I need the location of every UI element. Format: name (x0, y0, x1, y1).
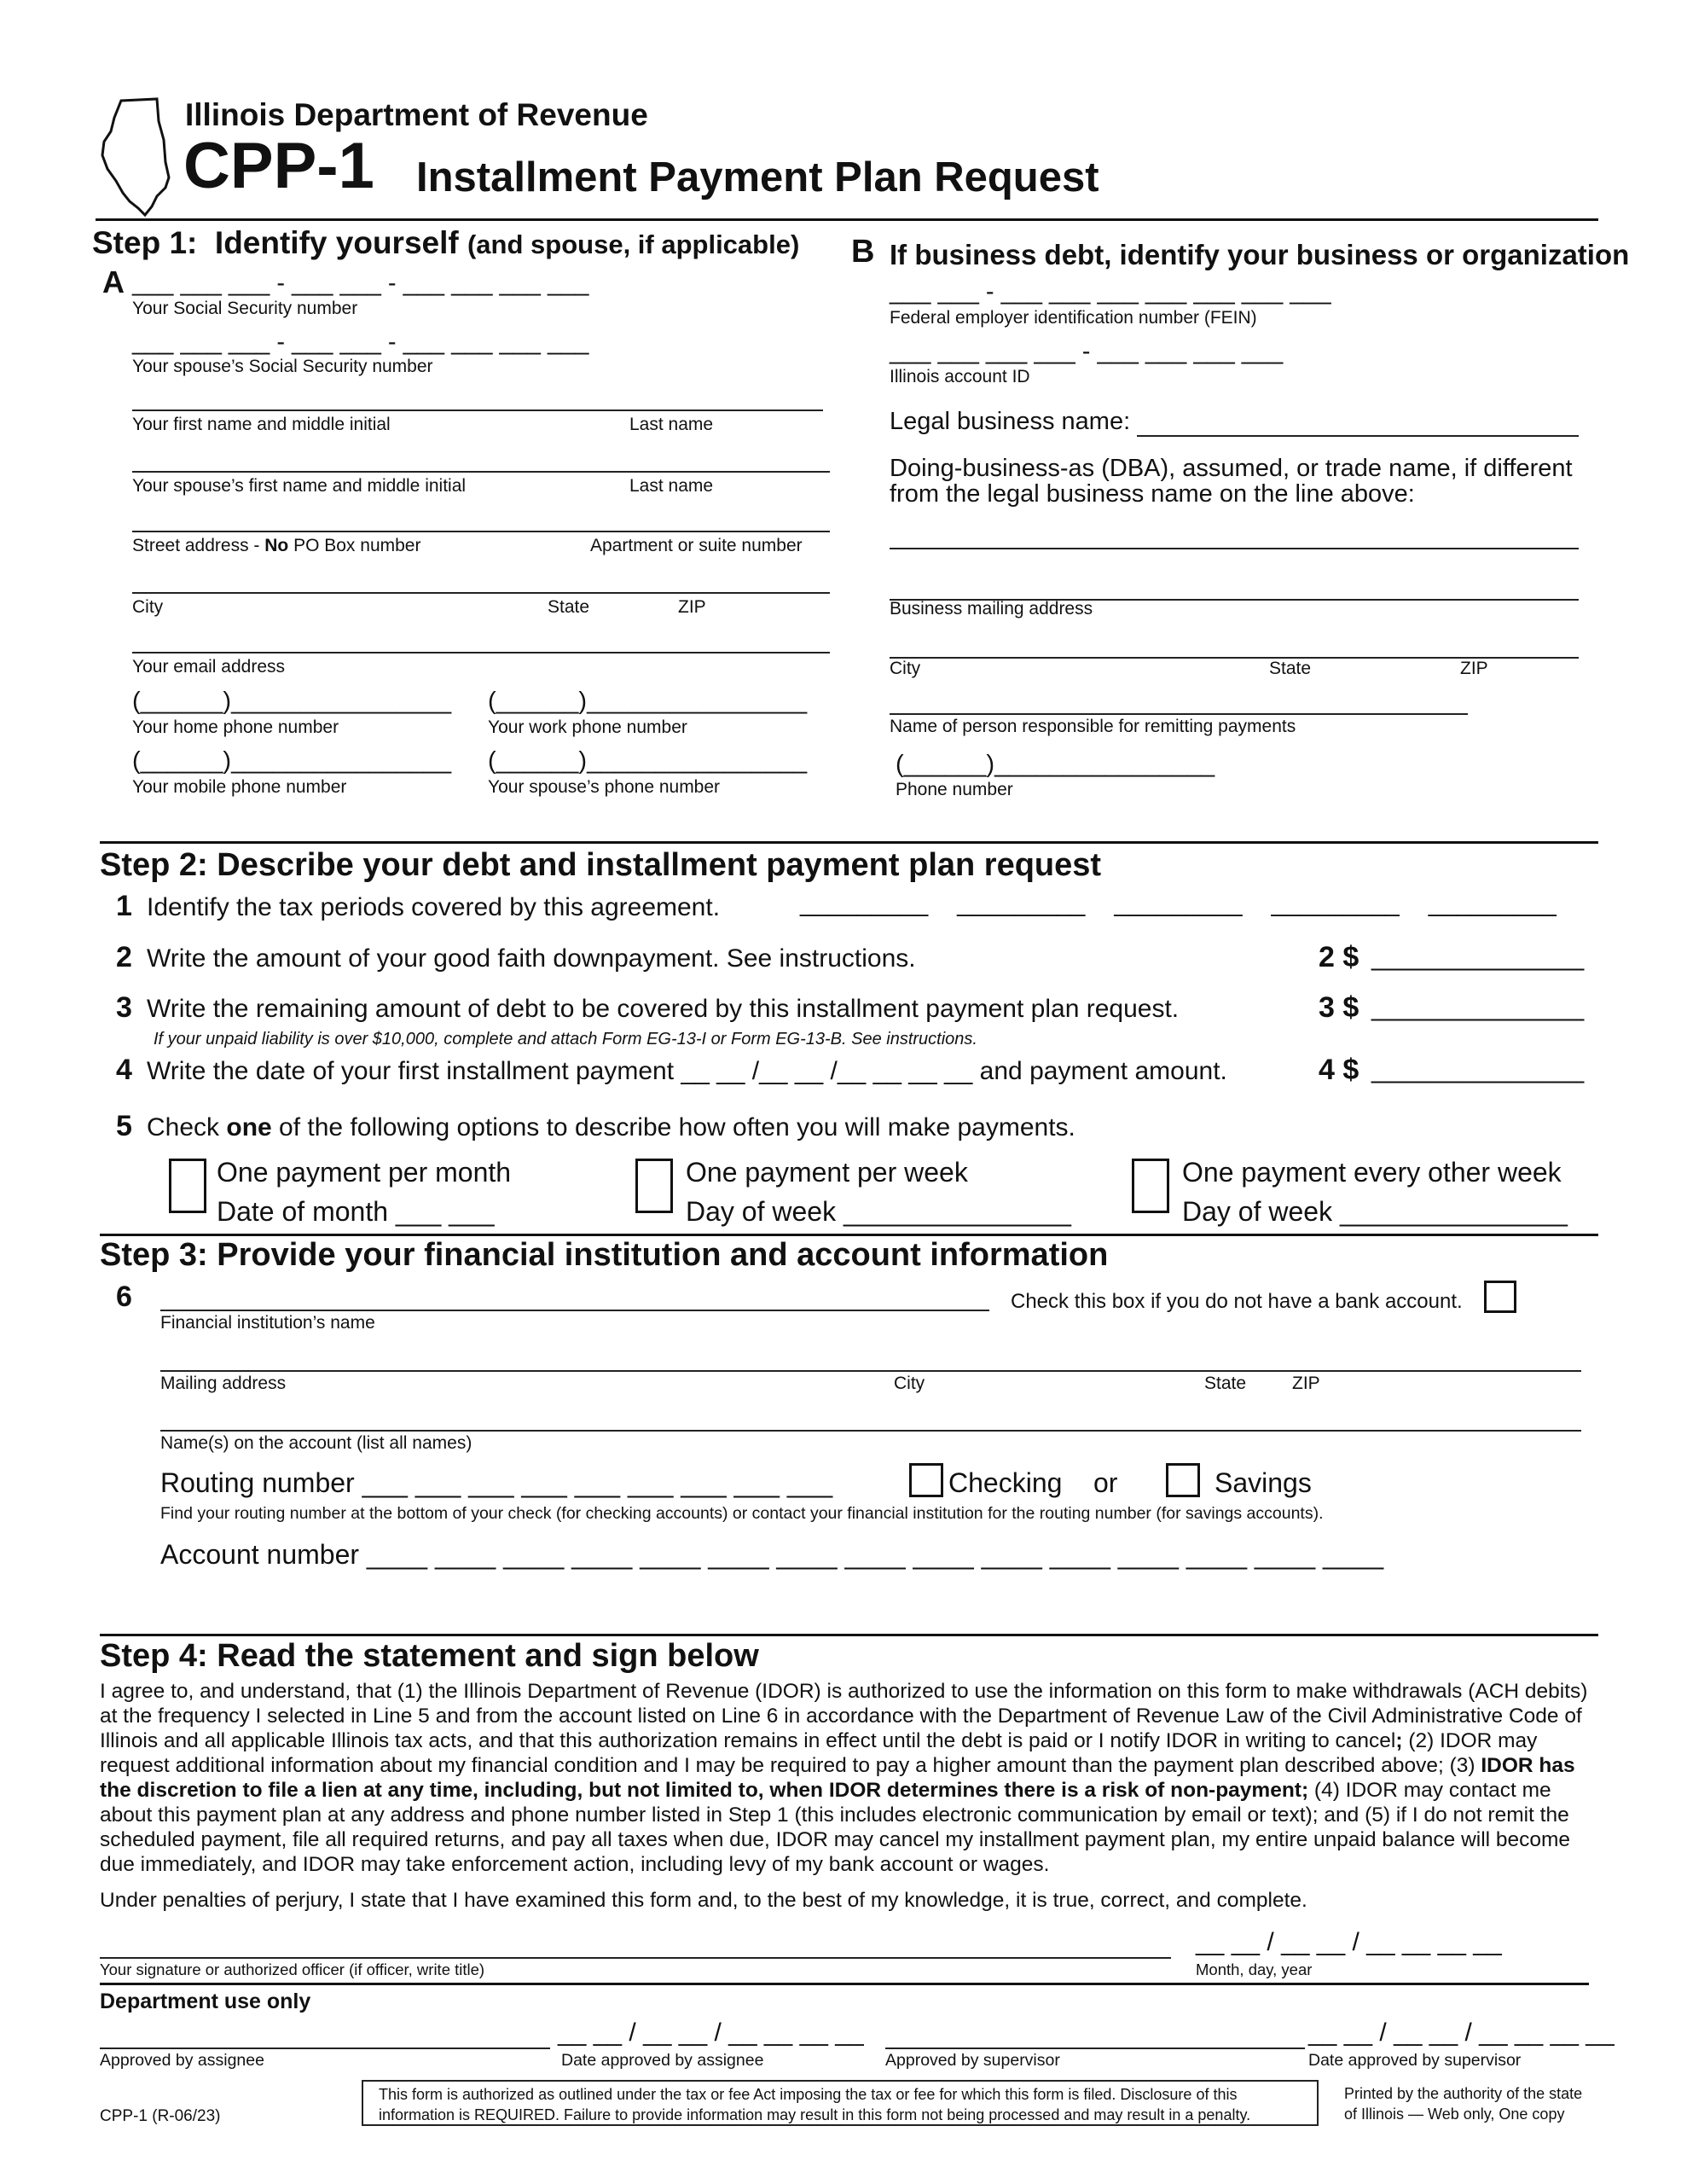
line2-reference: 2 $ (1319, 941, 1359, 973)
checking-label: Checking (948, 1467, 1063, 1498)
legal-business-name-input[interactable] (1137, 435, 1579, 437)
remaining-debt-amount-input[interactable]: ______________ (1371, 990, 1585, 1021)
account-names-label: Name(s) on the account (list all names) (160, 1433, 472, 1453)
biweekly-option-label: One payment every other week Day of week _______________ (1182, 1157, 1568, 1227)
weekly-option-label: One payment per week Day of week _______________ (686, 1157, 1071, 1227)
illinois-account-id-input[interactable]: ___ ___ ___ ___ - ___ ___ ___ ___ (890, 338, 1284, 365)
bank-zip-label: ZIP (1292, 1374, 1320, 1393)
disclosure-box: This form is authorized as outlined under the tax or fee Act imposing the tax or fee for which this form is filed. Disclosure of this information is REQUIRED. Failure to provide information may result in this form not being processed and may result in a penalty. (362, 2080, 1319, 2126)
line5-text: Check one of the following options to describe how often you will make payments. (147, 1113, 1075, 1141)
monthly-option-label: One payment per month Date of month ___ ___ (217, 1157, 512, 1227)
signature-date-input[interactable]: __ __ / __ __ / __ __ __ __ (1196, 1928, 1502, 1956)
line6-number: 6 (116, 1281, 132, 1313)
date-approved-by-supervisor-label: Date approved by supervisor (1308, 2051, 1522, 2070)
tax-period-input[interactable]: _________ (1114, 889, 1243, 917)
part-b-letter: B (851, 234, 875, 270)
routing-number-input[interactable]: Routing number ___ ___ ___ ___ ___ ___ ___ ___ ___ (160, 1467, 833, 1498)
perjury-statement: Under penalties of perjury, I state that I have examined this form and, to the best of my knowledge, it is true, correct, and complete. (100, 1889, 1307, 1912)
line1-number: 1 (116, 890, 132, 922)
illinois-account-id-label: Illinois account ID (890, 367, 1030, 386)
form-title: Installment Payment Plan Request (416, 154, 1099, 200)
dba-input[interactable] (890, 548, 1579, 549)
department-rule (100, 1983, 1589, 1985)
business-state-label: State (1269, 659, 1312, 678)
spouse-first-name-input[interactable] (132, 471, 830, 473)
payment-amount-input[interactable]: ______________ (1371, 1053, 1585, 1083)
monthly-checkbox[interactable] (169, 1159, 206, 1213)
step2-heading: Step 2: Describe your debt and installment payment plan request (100, 847, 1102, 883)
first-name-input[interactable] (132, 410, 823, 411)
business-phone-label: Phone number (896, 780, 1013, 799)
line3-reference: 3 $ (1319, 991, 1359, 1024)
date-approved-by-assignee-label: Date approved by assignee (561, 2051, 764, 2070)
part-a-letter: A (102, 264, 125, 299)
authorization-statement: I agree to, and understand, that (1) the Illinois Department of Revenue (IDOR) is authorized to use the information on this form to make withdrawals (ACH debits) at the frequency I selected in Line 5 and from the account listed on Line 6 in accordance with the Department of Revenue Law of the Civil Administrative Code of Illinois and all applicable Illinois tax acts, and that this authorization remains in effect until the debt is paid or I notify IDOR in writing to cancel; (2) IDOR may request additional information about my financial condition and I may be required to pay a higher amount than the payment plan described above; (3) IDOR has the discretion to file a lien at any time, including, but not limited to, when IDOR determines there is a risk of non-payment; (4) IDOR may contact me about this payment plan at any address and phone number listed in Step 1 (this includes electronic communication by email or text); and (5) if I do not remit the scheduled payment, file all required returns, and pay all taxes when due, IDOR may cancel my installment payment plan, my entire unpaid balance will become due immediately, and IDOR may take enforcement action, including levy of my bank account or wages. (100, 1680, 1588, 1876)
routing-number-note: Find your routing number at the bottom of your check (for checking accounts) or contact your financial institution for the routing number (for savings accounts). (160, 1504, 1324, 1523)
zip-label: ZIP (678, 597, 706, 617)
line2-text: Write the amount of your good faith downpayment. See instructions. (147, 944, 916, 973)
legal-business-name-label: Legal business name: (890, 408, 1131, 435)
agency-name: Illinois Department of Revenue (185, 97, 648, 132)
city-state-zip-input[interactable] (132, 592, 830, 594)
ssn-label: Your Social Security number (132, 299, 358, 318)
tax-period-input[interactable]: _________ (957, 889, 1086, 917)
form-revision: CPP-1 (R-06/23) (100, 2107, 221, 2125)
tax-period-input[interactable]: _________ (1428, 889, 1557, 917)
line4-text[interactable]: Write the date of your first installment payment __ __ /__ __ /__ __ __ __ and payment amount. (147, 1057, 1227, 1085)
mobile-phone-input[interactable]: (______)________________ (132, 747, 452, 775)
financial-institution-name-input[interactable] (160, 1310, 989, 1311)
line2-number: 2 (116, 941, 132, 973)
spouse-ssn-input[interactable]: ___ ___ ___ - ___ ___ - ___ ___ ___ ___ (132, 328, 589, 356)
responsible-person-label: Name of person responsible for remitting payments (890, 717, 1296, 736)
mobile-phone-label: Your mobile phone number (132, 777, 347, 797)
weekly-checkbox[interactable] (635, 1159, 673, 1213)
assignee-date-input[interactable]: __ __ / __ __ / __ __ __ __ (558, 2018, 864, 2047)
dba-label: Doing-business-as (DBA), assumed, or trade name, if different from the legal business name on the line above: (890, 455, 1573, 508)
tax-period-inputs[interactable] (800, 889, 1557, 918)
step3-rule (100, 1234, 1598, 1236)
account-names-input[interactable] (160, 1430, 1581, 1432)
line3-number: 3 (116, 991, 132, 1024)
fein-label: Federal employer identification number (FEIN) (890, 308, 1257, 328)
bank-mailing-address-label: Mailing address (160, 1374, 287, 1393)
business-mailing-address-label: Business mailing address (890, 599, 1093, 619)
home-phone-label: Your home phone number (132, 717, 339, 737)
spouse-last-name-label: Last name (629, 476, 714, 496)
email-label: Your email address (132, 657, 285, 677)
downpayment-amount-input[interactable]: ______________ (1371, 940, 1585, 971)
approved-by-supervisor-label: Approved by supervisor (885, 2051, 1060, 2070)
account-number-input[interactable]: Account number ____ ____ ____ ____ ____ ____ ____ ____ ____ ____ ____ ____ ____ ____ ____ (160, 1539, 1384, 1570)
signature-label: Your signature or authorized officer (if officer, write title) (100, 1960, 485, 1978)
tax-period-input[interactable]: _________ (800, 889, 929, 917)
work-phone-input[interactable]: (______)________________ (488, 688, 808, 715)
approved-by-assignee-label: Approved by assignee (100, 2051, 264, 2070)
street-address-label: Street address - No PO Box number (132, 536, 421, 555)
work-phone-label: Your work phone number (488, 717, 687, 737)
street-address-input[interactable] (132, 531, 830, 532)
bank-mailing-address-input[interactable] (160, 1370, 1581, 1372)
no-bank-account-label: Check this box if you do not have a bank account. (1011, 1290, 1463, 1313)
line1-text: Identify the tax periods covered by this agreement. (147, 893, 721, 921)
apartment-label: Apartment or suite number (590, 536, 803, 555)
step2-rule (100, 841, 1598, 844)
state-label: State (548, 597, 590, 617)
bank-state-label: State (1204, 1374, 1247, 1393)
responsible-person-input[interactable] (890, 713, 1468, 715)
business-city-label: City (890, 659, 921, 678)
form-code: CPP-1 (183, 130, 374, 202)
supervisor-date-input[interactable]: __ __ / __ __ / __ __ __ __ (1308, 2018, 1615, 2047)
city-label: City (132, 597, 164, 617)
assignee-approval-input[interactable] (100, 2048, 550, 2049)
fein-input[interactable]: ___ ___ - ___ ___ ___ ___ ___ ___ ___ (890, 278, 1331, 305)
last-name-label: Last name (629, 415, 714, 434)
home-phone-input[interactable]: (______)________________ (132, 688, 452, 715)
email-input[interactable] (132, 652, 830, 653)
savings-label: Savings (1215, 1467, 1312, 1498)
biweekly-checkbox[interactable] (1132, 1159, 1169, 1213)
line4-number: 4 (116, 1054, 132, 1086)
line4-reference: 4 $ (1319, 1054, 1359, 1086)
spouse-first-name-label: Your spouse’s first name and middle initial (132, 476, 467, 496)
checking-checkbox[interactable] (909, 1463, 943, 1497)
header-rule (96, 218, 1598, 221)
signature-date-label: Month, day, year (1196, 1960, 1313, 1978)
spouse-ssn-label: Your spouse’s Social Security number (132, 357, 433, 376)
part-b-title: If business debt, identify your business or organization (890, 239, 1630, 270)
ssn-input[interactable]: ___ ___ ___ - ___ ___ - ___ ___ ___ ___ (132, 270, 589, 297)
business-zip-label: ZIP (1460, 659, 1488, 678)
line5-number: 5 (116, 1110, 132, 1142)
savings-checkbox[interactable] (1166, 1463, 1200, 1497)
step4-heading: Step 4: Read the statement and sign below (100, 1638, 759, 1674)
step4-rule (100, 1634, 1598, 1636)
line3-note: If your unpaid liability is over $10,000, complete and attach Form EG-13-I or Form EG-13-B. See instructions. (154, 1030, 977, 1048)
step3-heading: Step 3: Provide your financial institution and account information (100, 1237, 1109, 1273)
supervisor-approval-input[interactable] (885, 2048, 1305, 2049)
illinois-state-logo (96, 96, 177, 219)
tax-period-input[interactable]: _________ (1271, 889, 1400, 917)
step1-heading: Step 1: Identify yourself (and spouse, if applicable) (92, 225, 800, 260)
spouse-phone-label: Your spouse’s phone number (488, 777, 721, 797)
department-use-title: Department use only (100, 1989, 311, 2013)
no-bank-account-checkbox[interactable] (1484, 1281, 1516, 1313)
bank-city-label: City (894, 1374, 925, 1393)
first-name-label: Your first name and middle initial (132, 415, 391, 434)
signature-input[interactable] (100, 1957, 1171, 1959)
spouse-phone-input[interactable]: (______)________________ (488, 747, 808, 775)
business-phone-input[interactable]: (______)________________ (896, 751, 1215, 778)
line3-text: Write the remaining amount of debt to be covered by this installment payment plan request. (147, 995, 1180, 1023)
financial-institution-name-label: Financial institution’s name (160, 1313, 375, 1333)
printed-by-authority: Printed by the authority of the state of Illinois — Web only, One copy (1344, 2085, 1583, 2123)
or-label: or (1093, 1467, 1118, 1498)
